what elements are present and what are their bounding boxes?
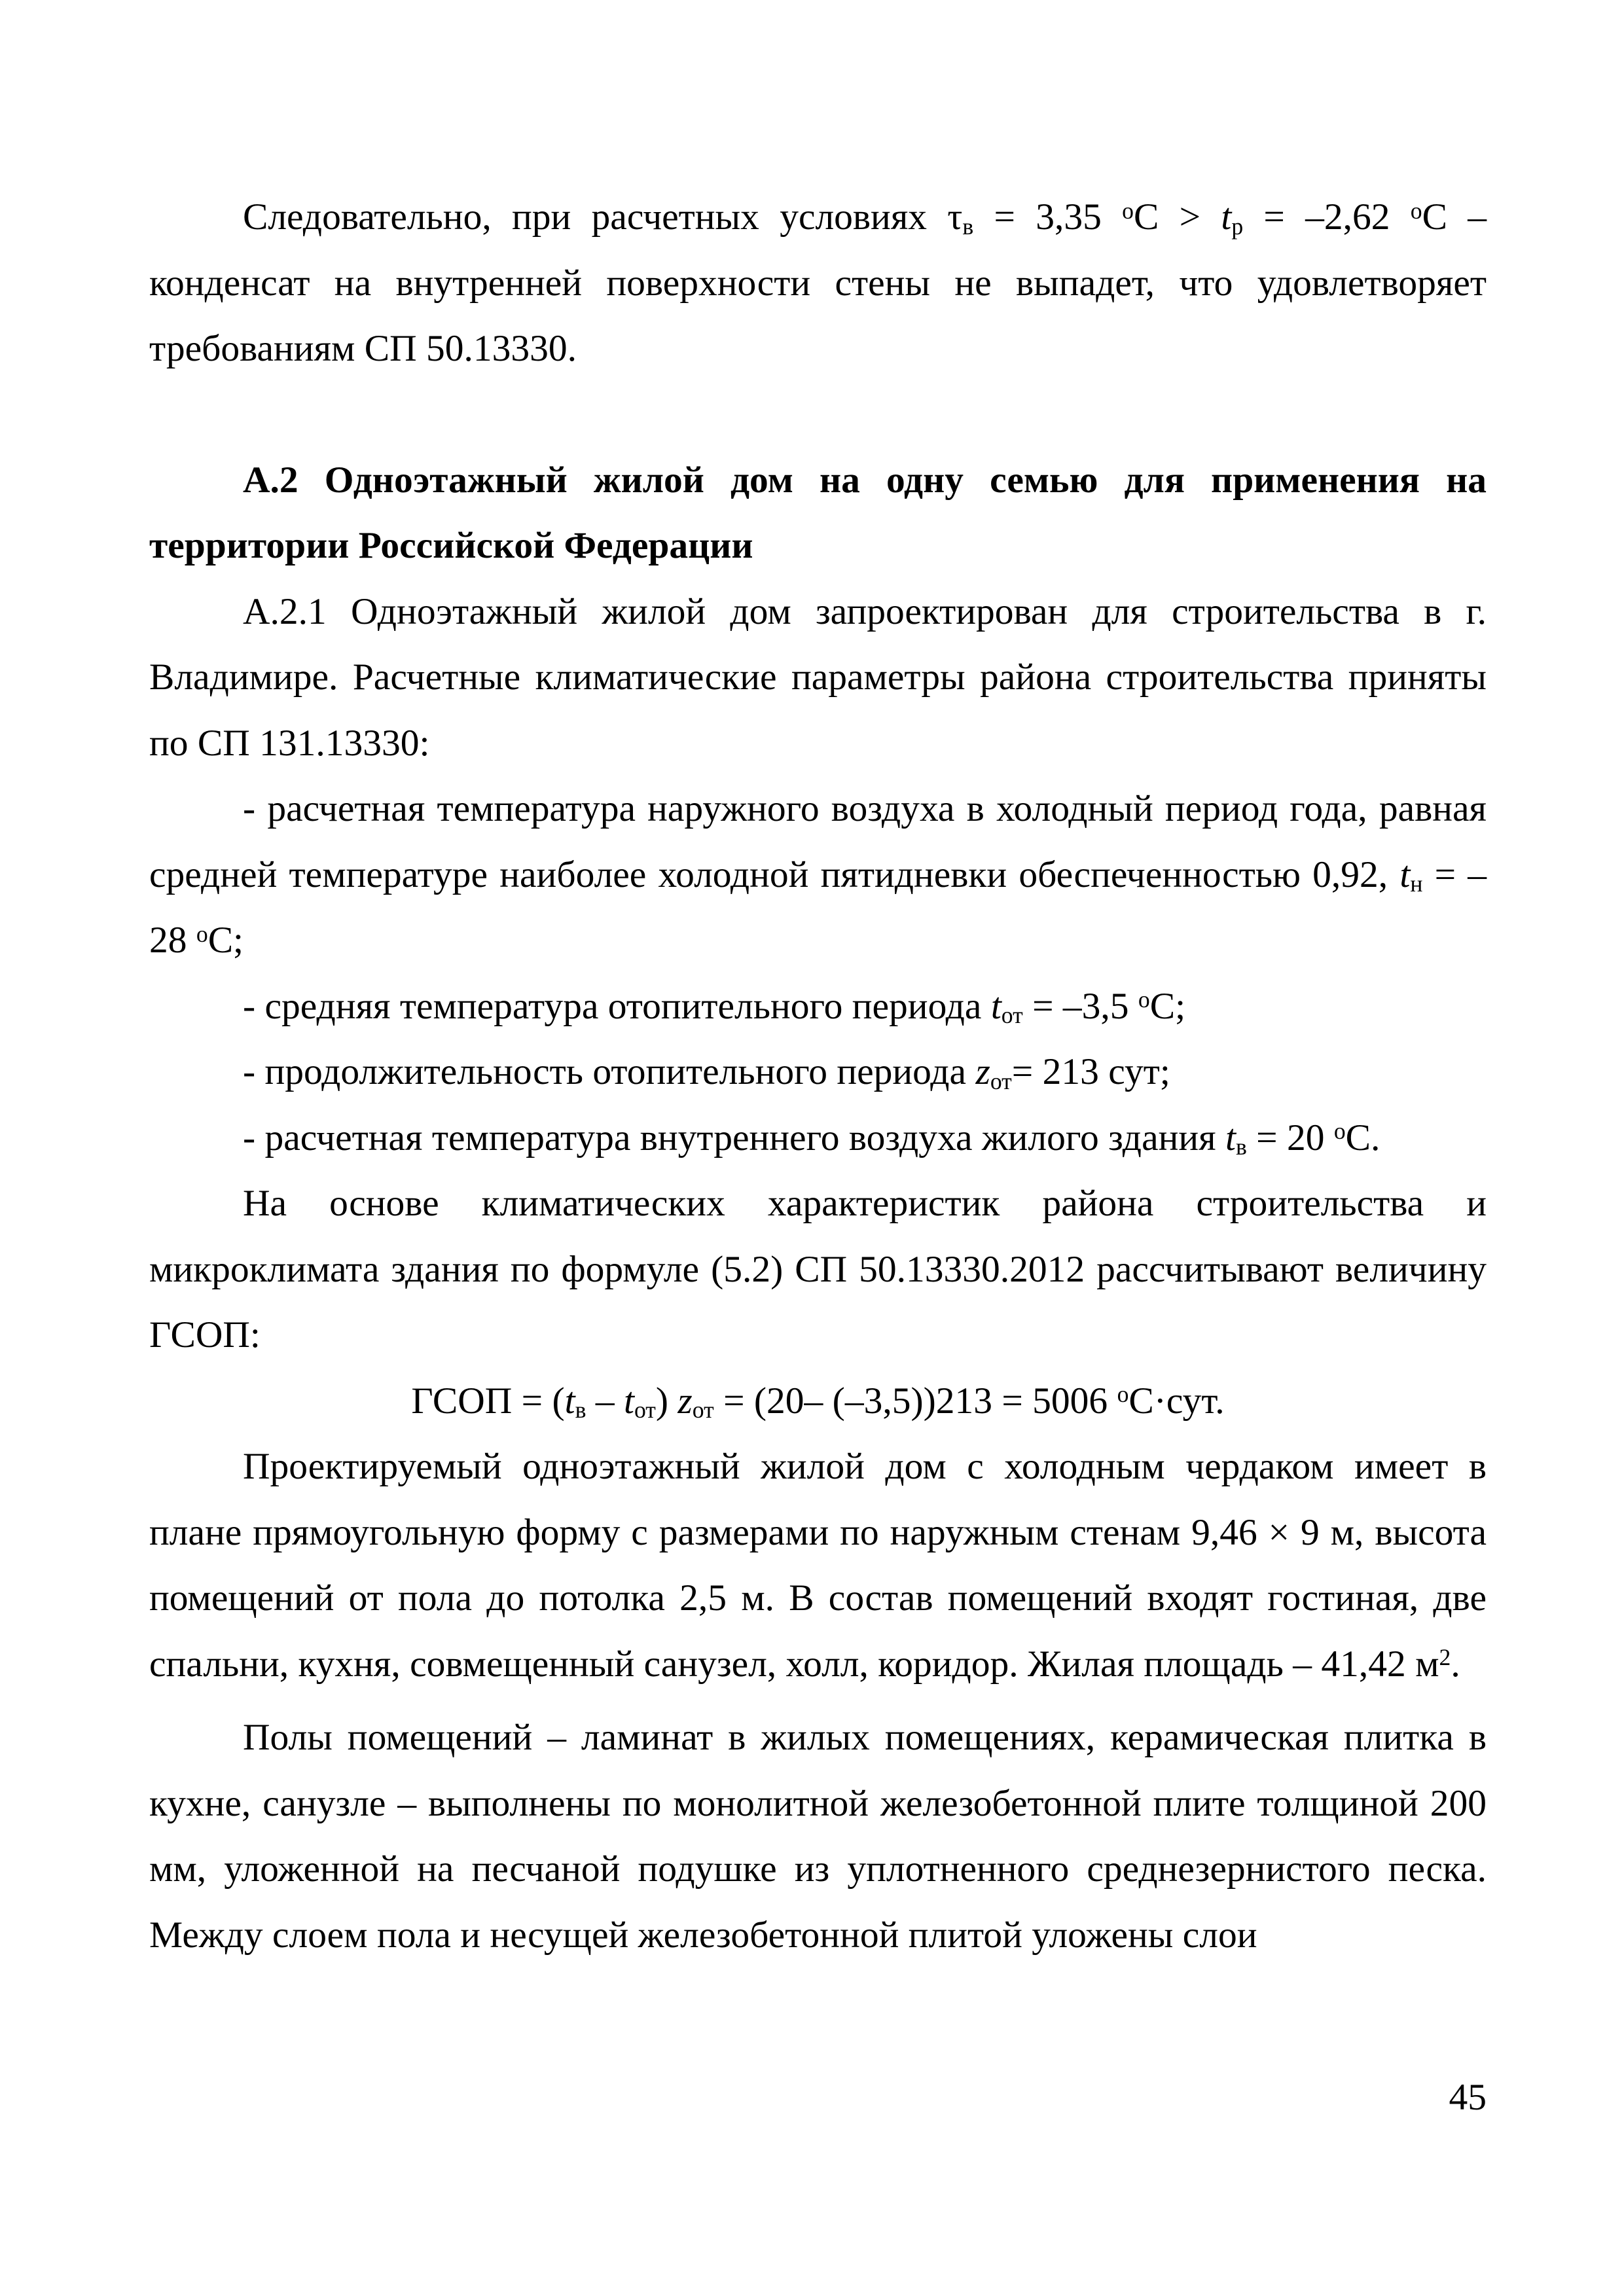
list-item-indoor-temperature: - расчетная температура внутреннего воздуха жилого здания $t_в = 20$ $^о$С.: [243, 1117, 1380, 1160]
formula-gsop: ГСОП = $(t_в - t_{от}) z_{от} = (20-$ (–3,5))213 = 5006 $^о$С·сут.: [411, 1380, 1225, 1424]
list-item-outdoor-temperature: - расчетная температура наружного воздуха в холодный период года, равная средней температуре наиболее холодной пятидневки обеспеченностью 0,92, $t_н = -28$ $^о$С;: [149, 788, 1487, 961]
text-block: [149, 185, 1487, 1968]
list-item-heating-temperature: - средняя температура отопительного периода $t_{от} = -3,5$ $^о$С;: [243, 985, 1186, 1029]
paragraph-house-description: Проектируемый одноэтажный жилой дом с холодным чердаком имеет в плане прямоугольную форму с размерами по наружным стенам 9,46 × 9 м, высота помещений от пола до потолка 2,5 м. В состав помещений входят гостиная, две спальни, кухня, совмещенный санузел, холл, коридор. Жилая площадь – 41,42 $м^2$.: [149, 1446, 1487, 1685]
paragraph-floors: Полы помещений – ламинат в жилых помещениях, керамическая плитка в кухне, санузле – выполнены по монолитной железобетонной плите толщиной 200 мм, уложенной на песчаной подушке из уплотненного среднезернистого песка. Между слоем пола и несущей железобетонной плитой уложены слои: [149, 1717, 1487, 1956]
page-number: 45: [1449, 2077, 1487, 2118]
paragraph-conclusion: Следовательно, при расчетных условиях $\tau_в = 3,35$ $^оС > t_р = -2,62$ $^о$С – конденсат на внутренней поверхности стены не выпадет, что удовлетворяет требованиям СП 50.13330.: [149, 196, 1487, 369]
list-item-heating-duration: - продолжительность отопительного периода $z_{от}= 213$ сут;: [243, 1051, 1170, 1094]
paragraph-climate-basis: На основе климатических характеристик района строительства и микроклимата здания по формуле (5.2) СП 50.13330.2012 рассчитывают величину ГСОП:: [149, 1183, 1487, 1355]
paragraph-intro: А.2.1 Одноэтажный жилой дом запроектирован для строительства в г. Владимире. Расчетные климатические параметры района строительства приняты по СП 131.13330:: [149, 590, 1487, 764]
section-heading: А.2 Одноэтажный жилой дом на одну семью для применения на территории Российской Федерации: [149, 459, 1487, 566]
